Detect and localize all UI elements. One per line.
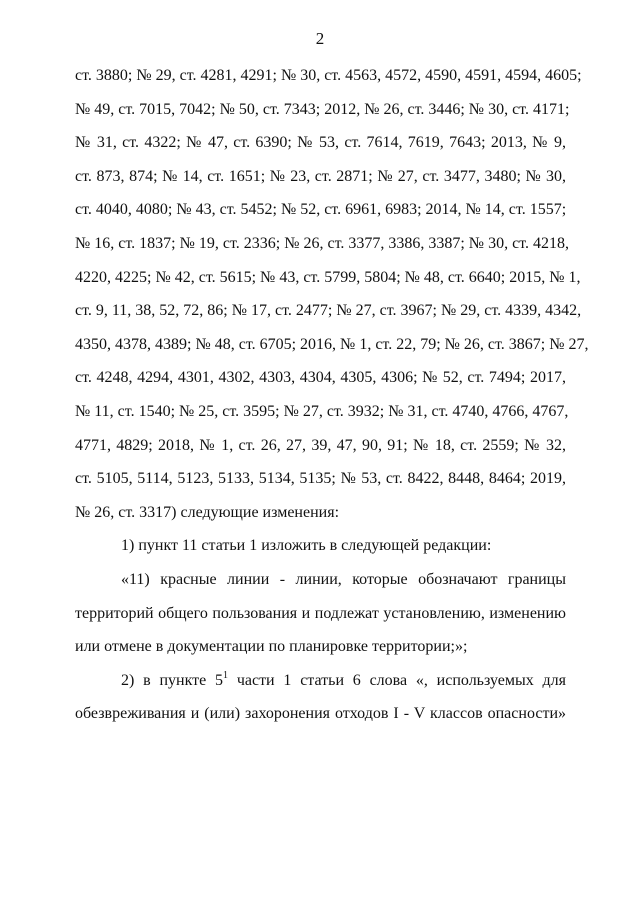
quoted-definition-line: территорий общего пользования и подлежат установлению, изменению (75, 604, 566, 622)
body-line: № 31, ст. 4322; № 47, ст. 6390; № 53, ст. 7614, 7619, 7643; 2013, № 9, (75, 134, 566, 152)
page-number: 2 (315, 29, 325, 48)
item-2-line (75, 670, 566, 704)
item-2-text-after: части 1 статьи 6 слова «, используемых для (228, 671, 566, 689)
body-line: ст. 3880; № 29, ст. 4281, 4291; № 30, ст. 4563, 4572, 4590, 4591, 4594, 4605; (75, 67, 582, 84)
quoted-definition-line: «11) красные линии - линии, которые обозначают границы (121, 570, 566, 588)
body-line: 4771, 4829; 2018, № 1, ст. 26, 27, 39, 47, 90, 91; № 18, ст. 2559; № 32, (75, 436, 566, 454)
body-line: № 49, ст. 7015, 7042; № 50, ст. 7343; 2012, № 26, ст. 3446; № 30, ст. 4171; (75, 100, 570, 118)
item-2-line: обезвреживания и (или) захоронения отходов I - V классов опасности» (75, 705, 566, 723)
quoted-definition-line: или отмене в документации по планировке территории;»; (75, 638, 468, 656)
body-line: 4350, 4378, 4389; № 48, ст. 6705; 2016, № 1, ст. 22, 79; № 26, ст. 3867; № 27, (75, 335, 589, 353)
item-2-superscript: 1 (223, 669, 229, 681)
body-line: ст. 9, 11, 38, 52, 72, 86; № 17, ст. 2477; № 27, ст. 3967; № 29, ст. 4339, 4342, (75, 302, 582, 320)
body-line: ст. 5105, 5114, 5123, 5133, 5134, 5135; № 53, ст. 8422, 8448, 8464; 2019, (75, 470, 566, 488)
item-2-text-before: 2) в пункте 5 (121, 671, 224, 689)
document-body (75, 65, 589, 737)
body-line: № 16, ст. 1837; № 19, ст. 2336; № 26, ст. 3377, 3386, 3387; № 30, ст. 4218, (75, 234, 569, 252)
body-line: ст. 873, 874; № 14, ст. 1651; № 23, ст. 2871; № 27, ст. 3477, 3480; № 30, (75, 167, 566, 185)
body-line: 4220, 4225; № 42, ст. 5615; № 43, ст. 5799, 5804; № 48, ст. 6640; 2015, № 1, (75, 268, 581, 286)
body-line: № 26, ст. 3317) следующие изменения: (75, 503, 340, 521)
item-1-heading: 1) пункт 11 статьи 1 изложить в следующей редакции: (121, 537, 492, 555)
body-line: № 11, ст. 1540; № 25, ст. 3595; № 27, ст. 3932; № 31, ст. 4740, 4766, 4767, (75, 402, 569, 420)
body-line: ст. 4040, 4080; № 43, ст. 5452; № 52, ст. 6961, 6983; 2014, № 14, ст. 1557; (75, 201, 567, 219)
body-line: ст. 4248, 4294, 4301, 4302, 4303, 4304, 4305, 4306; № 52, ст. 7494; 2017, (75, 369, 566, 387)
